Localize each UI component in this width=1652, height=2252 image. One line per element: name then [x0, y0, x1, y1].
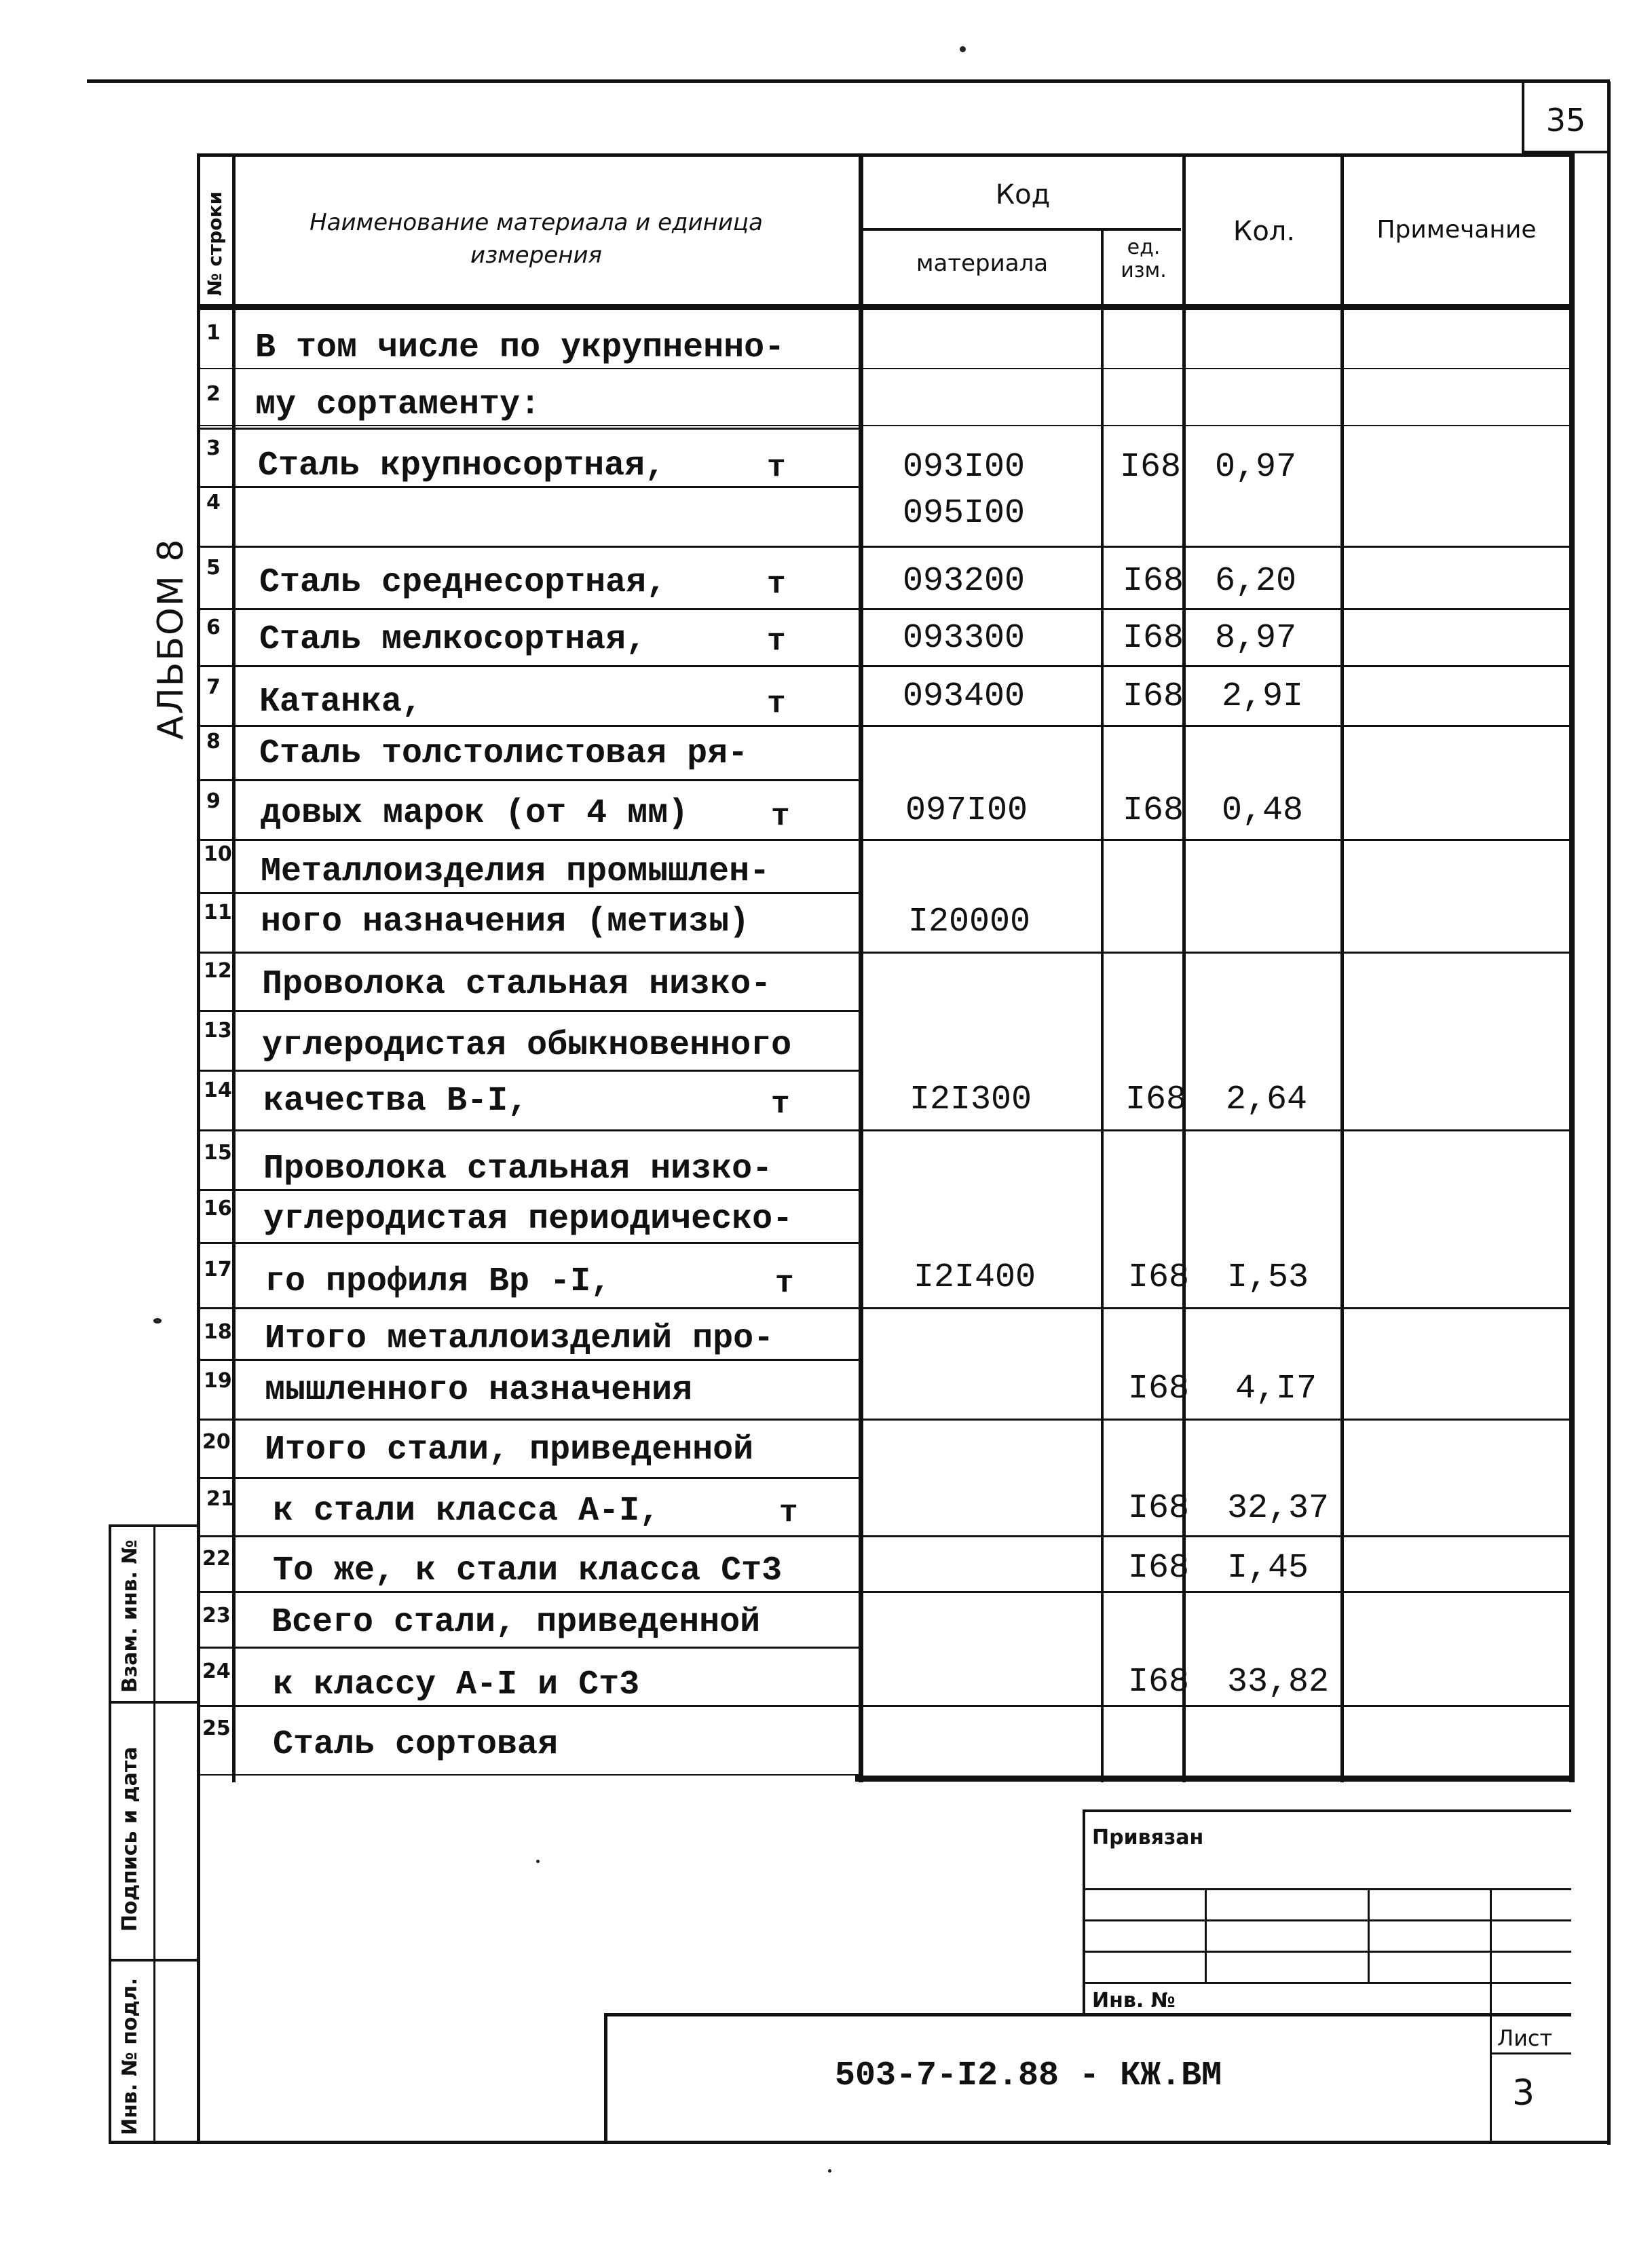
row-line [197, 892, 862, 894]
row-name: му сортаменту: [255, 386, 541, 424]
row-uom: I68 [1128, 1489, 1190, 1528]
doc-code-top [604, 2013, 1571, 2016]
col-line-name [859, 153, 863, 1782]
row-name: Сталь мелкосортная, [259, 620, 647, 659]
list-label: Лист [1497, 2025, 1553, 2051]
row-line [197, 1189, 862, 1191]
row-uom: I68 [1125, 1081, 1187, 1119]
row-name: То же, к стали класса Ст3 [273, 1552, 783, 1590]
row-uom: I68 [1123, 562, 1184, 601]
privyazan-label: Привязан [1092, 1826, 1204, 1850]
col-line-qty [1340, 153, 1344, 1782]
row-number: 25 [202, 1716, 231, 1740]
tb-line-3 [1083, 1951, 1571, 1953]
row-unit: т [767, 450, 786, 485]
row-number: 15 [204, 1141, 232, 1165]
row-qty: 8,97 [1215, 619, 1297, 658]
row-line [197, 1774, 859, 1776]
row-line [197, 1070, 862, 1072]
header-name: Наименование материала и единица измерения [309, 209, 763, 269]
row-code: I2I400 [914, 1258, 1036, 1297]
row-number: 20 [202, 1430, 231, 1454]
row-unit: т [779, 1495, 798, 1531]
row-line [197, 952, 1575, 954]
row-line [197, 665, 1575, 667]
scan-speck [153, 1318, 162, 1324]
row-number: 9 [206, 789, 221, 813]
album-label: АЛЬБОМ 8 [151, 538, 191, 740]
row-name: го профиля Вр -I, [265, 1262, 612, 1301]
row-number: 10 [204, 842, 232, 866]
row-unit: т [775, 1266, 794, 1301]
row-line [197, 725, 1575, 727]
row-number: 8 [206, 730, 221, 753]
doc-code-left [604, 2013, 607, 2142]
doc-code: 503-7-I2.88 - КЖ.ВМ [835, 2057, 1222, 2095]
frame-right-line [1607, 81, 1611, 2145]
scan-speck [960, 46, 966, 52]
row-name: углеродистая периодическо- [263, 1200, 793, 1239]
row-line [197, 546, 1575, 548]
row-code: 095I00 [903, 494, 1026, 533]
side-podpis: Подпись и дата [118, 1746, 142, 1932]
code-group-divider [862, 228, 1181, 231]
row-name: Сталь крупносортная, [258, 447, 666, 485]
scan-speck [828, 2169, 831, 2173]
tb-line-2 [1083, 1919, 1571, 1921]
row-number: 13 [204, 1019, 232, 1043]
header-code: Код [995, 179, 1051, 210]
row-uom: I68 [1128, 1258, 1190, 1297]
header-code-material: материала [916, 250, 1049, 277]
row-number: 6 [206, 616, 221, 639]
row-name: Сталь среднесортная, [259, 563, 667, 602]
row-name: качества В-I, [263, 1082, 529, 1121]
row-line [197, 1242, 862, 1244]
row-name: Катанка, [259, 683, 423, 721]
col-line-material [1101, 228, 1104, 1782]
row-line [197, 486, 862, 488]
side-stamp-mid [153, 1524, 155, 2142]
row-qty: 4,I7 [1235, 1370, 1317, 1408]
row-name: Проволока стальная низко- [263, 1150, 773, 1188]
row-code: 093200 [903, 562, 1026, 601]
row-name: к стали класса А-I, [273, 1492, 660, 1531]
row-name: Сталь сортовая [273, 1725, 559, 1764]
row-number: 16 [204, 1197, 232, 1220]
row-line [197, 779, 862, 781]
row-number: 22 [202, 1547, 231, 1571]
row-line [197, 1010, 862, 1012]
side-inv-podl: Инв. № подл. [118, 1977, 142, 2135]
side-stamp-div2 [109, 1959, 198, 1962]
row-name: Итого стали, приведенной [265, 1431, 754, 1469]
row-number: 12 [204, 959, 232, 983]
row-line [197, 608, 1575, 610]
row-uom: I68 [1123, 619, 1184, 658]
row-uom: I68 [1128, 1663, 1190, 1702]
materials-table [197, 153, 1575, 1782]
row-number: 2 [206, 382, 221, 406]
row-name: Всего стали, приведенной [271, 1603, 761, 1642]
list-number: 3 [1512, 2073, 1535, 2114]
row-name: Сталь толстолистовая ря- [259, 734, 749, 773]
row-line [197, 428, 862, 430]
row-unit: т [767, 686, 786, 721]
row-line [197, 1419, 1575, 1421]
header-row-number: № строки [204, 191, 226, 296]
row-qty: I,45 [1227, 1549, 1309, 1588]
row-unit: т [767, 624, 786, 659]
tb-col-2 [1368, 1888, 1370, 1983]
page-number-box-left [1522, 81, 1524, 152]
row-qty: 32,37 [1227, 1489, 1330, 1528]
row-number: 4 [206, 491, 221, 514]
scan-speck [536, 1860, 540, 1863]
row-code: 093400 [903, 677, 1026, 716]
side-stamp [109, 1524, 198, 2142]
row-qty: I,53 [1227, 1258, 1309, 1297]
row-unit: т [767, 567, 786, 602]
col-line-note [1569, 153, 1575, 1782]
list-divider [1490, 2052, 1571, 2054]
table-top-border [197, 153, 1575, 157]
row-code: I2I300 [909, 1081, 1032, 1119]
row-qty: 6,20 [1215, 562, 1297, 601]
row-line [197, 1591, 1575, 1593]
inv-no-label: Инв. № [1092, 1989, 1176, 2012]
row-qty: 0,97 [1215, 448, 1297, 487]
row-code: 093I00 [903, 448, 1026, 487]
row-number: 1 [206, 321, 221, 345]
row-number: 14 [204, 1078, 232, 1102]
row-number: 24 [202, 1659, 231, 1683]
row-line [197, 839, 1575, 841]
row-name: ного назначения (метизы) [261, 903, 750, 941]
frame-top-line [87, 79, 1610, 83]
row-uom: I68 [1123, 791, 1184, 830]
row-number: 18 [204, 1320, 232, 1344]
tb-top [1083, 1809, 1571, 1812]
row-number: 19 [204, 1369, 232, 1393]
row-uom: I68 [1120, 448, 1182, 487]
row-qty: 2,64 [1226, 1081, 1308, 1119]
side-vzam: Взам. инв. № [118, 1539, 142, 1693]
row-line [197, 1647, 862, 1649]
tb-col-1 [1205, 1888, 1207, 1983]
row-number: 7 [206, 675, 221, 699]
row-line [197, 1477, 862, 1479]
header-code-unit: ед. изм. [1121, 236, 1167, 282]
row-number: 21 [206, 1487, 235, 1511]
row-name: к классу А-I и Ст3 [273, 1666, 640, 1704]
col-line-num [232, 153, 236, 1782]
doc-code-box [604, 2013, 1571, 2142]
row-name: мышленного назначения [265, 1371, 693, 1410]
row-name: углеродистая обыкновенного [262, 1026, 792, 1065]
row-name: В том числе по укрупненно- [255, 329, 785, 367]
row-uom: I68 [1123, 677, 1184, 716]
row-line [197, 1535, 1575, 1537]
row-line [197, 1359, 862, 1361]
row-line [197, 1705, 1575, 1707]
header-bottom-border [197, 304, 1575, 310]
header-qty: Кол. [1233, 216, 1296, 247]
row-name: Металлоизделия промышлен- [261, 852, 770, 891]
row-qty: 2,9I [1222, 677, 1304, 716]
side-stamp-top [109, 1524, 198, 1527]
header-note: Примечание [1376, 216, 1537, 244]
row-code: 097I00 [905, 791, 1028, 830]
row-unit: т [771, 1087, 790, 1122]
row-qty: 33,82 [1227, 1663, 1330, 1702]
row-line [197, 1129, 1575, 1131]
row-line [197, 425, 1575, 426]
tb-line-4 [1083, 1982, 1571, 1984]
col-line-uom [1182, 153, 1186, 1782]
side-stamp-div1 [109, 1701, 198, 1704]
row-number: 17 [204, 1258, 232, 1281]
row-name: довых марок (от 4 мм) [261, 794, 689, 833]
row-name: Проволока стальная низко- [262, 965, 772, 1004]
row-uom: I68 [1128, 1370, 1190, 1408]
row-number: 11 [204, 901, 232, 924]
row-unit: т [771, 799, 790, 834]
row-name: Итого металлоизделий про- [265, 1319, 774, 1358]
table-bottom-border [855, 1776, 1575, 1782]
row-line [197, 368, 1575, 369]
tb-line-1 [1083, 1888, 1571, 1890]
row-uom: I68 [1128, 1549, 1190, 1588]
sheet-number-top: 35 [1545, 102, 1586, 138]
side-stamp-left [109, 1524, 111, 2142]
row-code: 093300 [903, 619, 1026, 658]
row-line [197, 1307, 1575, 1309]
row-number: 23 [202, 1604, 231, 1628]
row-code: I20000 [908, 903, 1031, 941]
row-number: 3 [206, 436, 221, 460]
row-number: 5 [206, 556, 221, 580]
row-qty: 0,48 [1222, 791, 1304, 830]
